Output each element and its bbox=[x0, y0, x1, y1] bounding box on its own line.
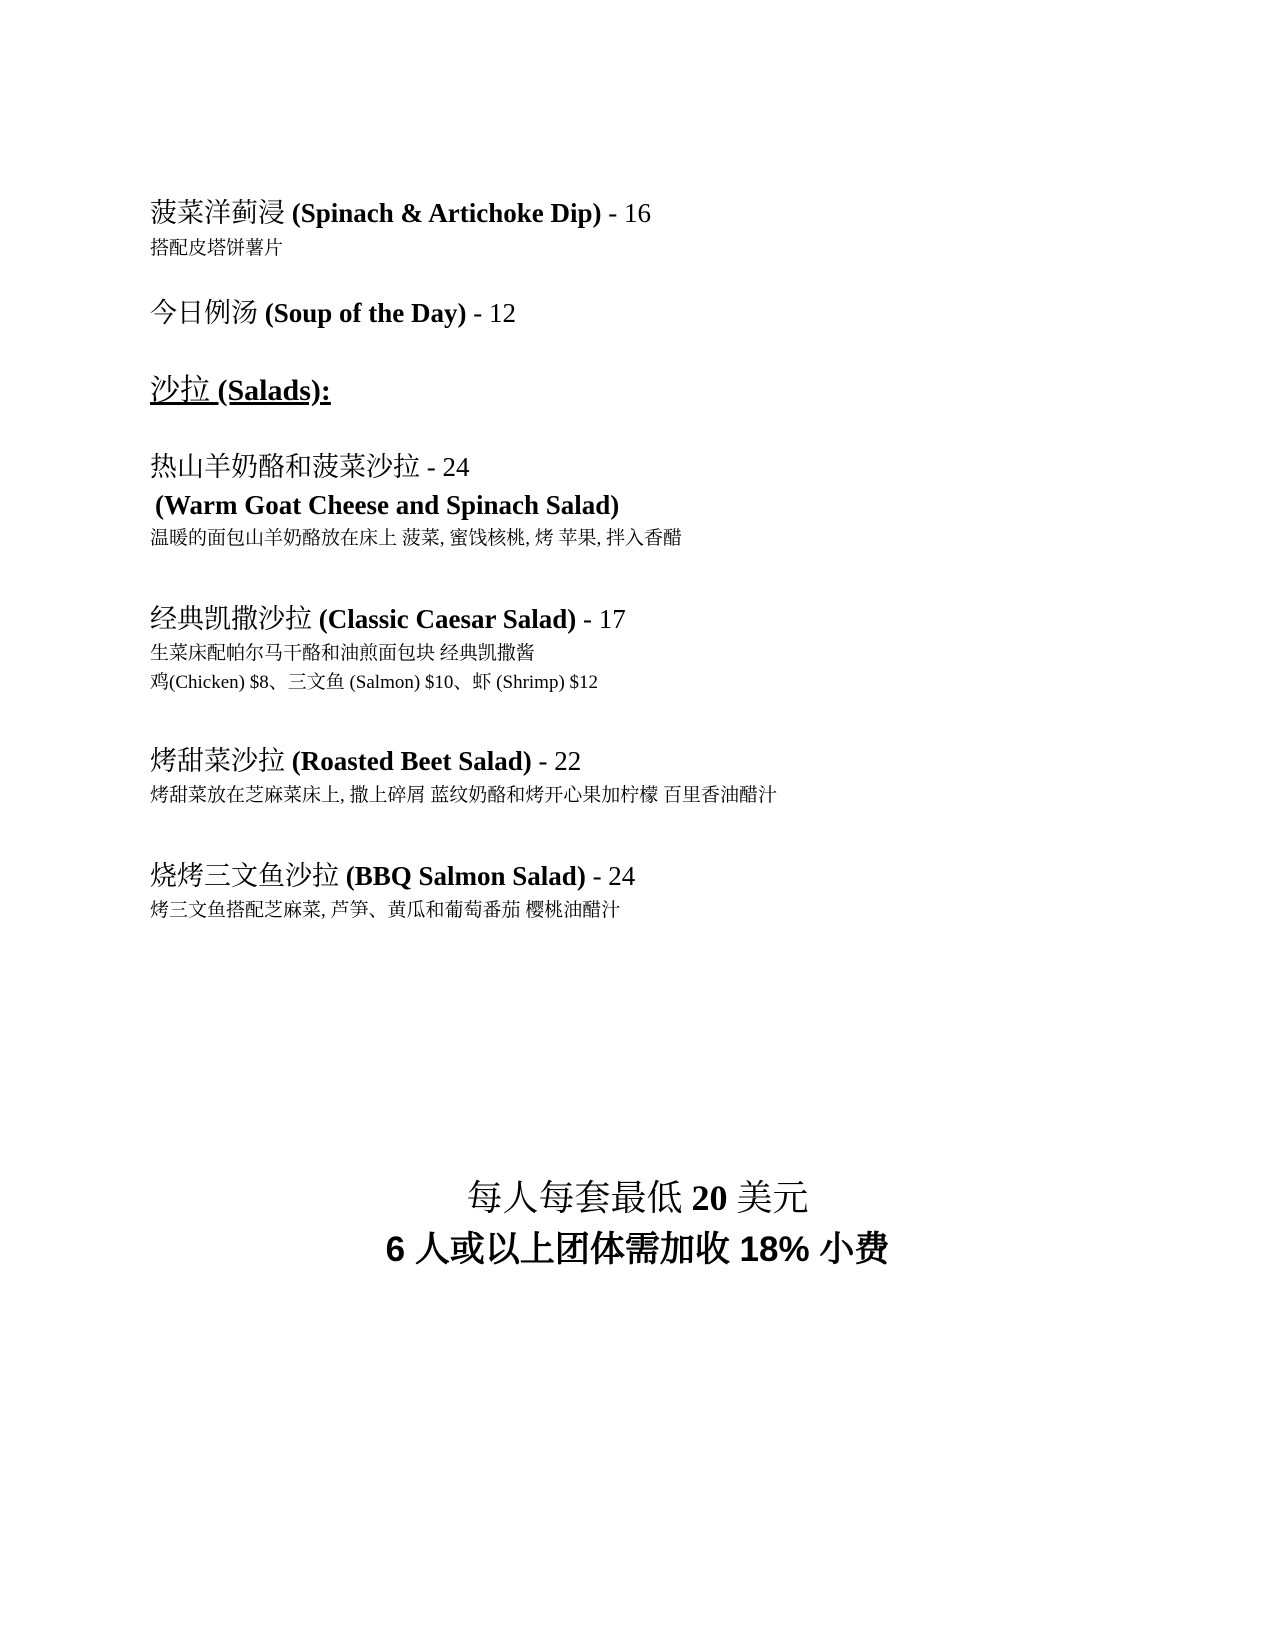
item-name-cn: 烤甜菜沙拉 bbox=[150, 746, 285, 776]
section-name-cn: 沙拉 bbox=[150, 374, 210, 407]
item-name-en: (BBQ Salmon Salad) bbox=[345, 861, 586, 891]
item-name-cn: 经典凯撒沙拉 bbox=[150, 604, 312, 634]
item-name-en: (Roasted Beet Salad) bbox=[291, 746, 532, 776]
minimum-charge-amount: 20 bbox=[691, 1178, 728, 1218]
item-name-en: (Spinach & Artichoke Dip) bbox=[291, 198, 602, 228]
menu-item-title bbox=[150, 863, 635, 890]
item-name-cn: 今日例汤 bbox=[150, 298, 258, 328]
section-heading-salads bbox=[150, 376, 331, 406]
menu-item-title bbox=[150, 200, 651, 227]
item-price: - 22 bbox=[531, 746, 582, 776]
section-name-en: (Salads): bbox=[217, 374, 331, 407]
item-addons: 鸡(Chicken) $8、三文鱼 (Salmon) $10、虾 (Shrimp) $12 bbox=[150, 672, 599, 693]
item-name-cn: 烧烤三文鱼沙拉 bbox=[150, 861, 339, 891]
item-name-en: (Soup of the Day) bbox=[264, 298, 467, 328]
item-price: - 17 bbox=[576, 604, 626, 634]
menu-item-title bbox=[150, 454, 470, 481]
item-description: 温暖的面包山羊奶酪放在床上 菠菜, 蜜饯核桃, 烤 苹果, 拌入香醋 bbox=[150, 528, 683, 549]
gratuity-note: 6 人或以上团体需加收 18% 小费 bbox=[385, 1230, 890, 1269]
minimum-charge-note bbox=[0, 1180, 1275, 1216]
item-description: 烤三文鱼搭配芝麻菜, 芦笋、黄瓜和葡萄番茄 樱桃油醋汁 bbox=[150, 900, 621, 921]
item-name-en: (Classic Caesar Salad) bbox=[318, 604, 577, 634]
item-price: - 16 bbox=[601, 198, 652, 228]
item-name-en: (Warm Goat Cheese and Spinach Salad) bbox=[155, 490, 620, 520]
menu-item-title bbox=[150, 606, 626, 633]
menu-item-title bbox=[150, 748, 581, 775]
item-price: - 24 bbox=[585, 861, 636, 891]
item-name-cn: 菠菜洋蓟浸 bbox=[150, 198, 285, 228]
item-price: - 24 bbox=[420, 452, 470, 482]
minimum-charge-unit: 美元 bbox=[727, 1178, 809, 1218]
item-description: 生菜床配帕尔马干酪和油煎面包块 经典凯撒酱 bbox=[150, 643, 535, 664]
menu-item-title bbox=[150, 300, 516, 327]
item-description: 搭配皮塔饼薯片 bbox=[150, 238, 284, 259]
item-description: 烤甜菜放在芝麻菜床上, 撒上碎屑 蓝纹奶酪和烤开心果加柠檬 百里香油醋汁 bbox=[150, 785, 778, 806]
minimum-charge-text: 每人每套最低 bbox=[466, 1178, 692, 1218]
item-name-cn: 热山羊奶酪和菠菜沙拉 bbox=[150, 452, 420, 482]
item-price: - 12 bbox=[466, 298, 517, 328]
